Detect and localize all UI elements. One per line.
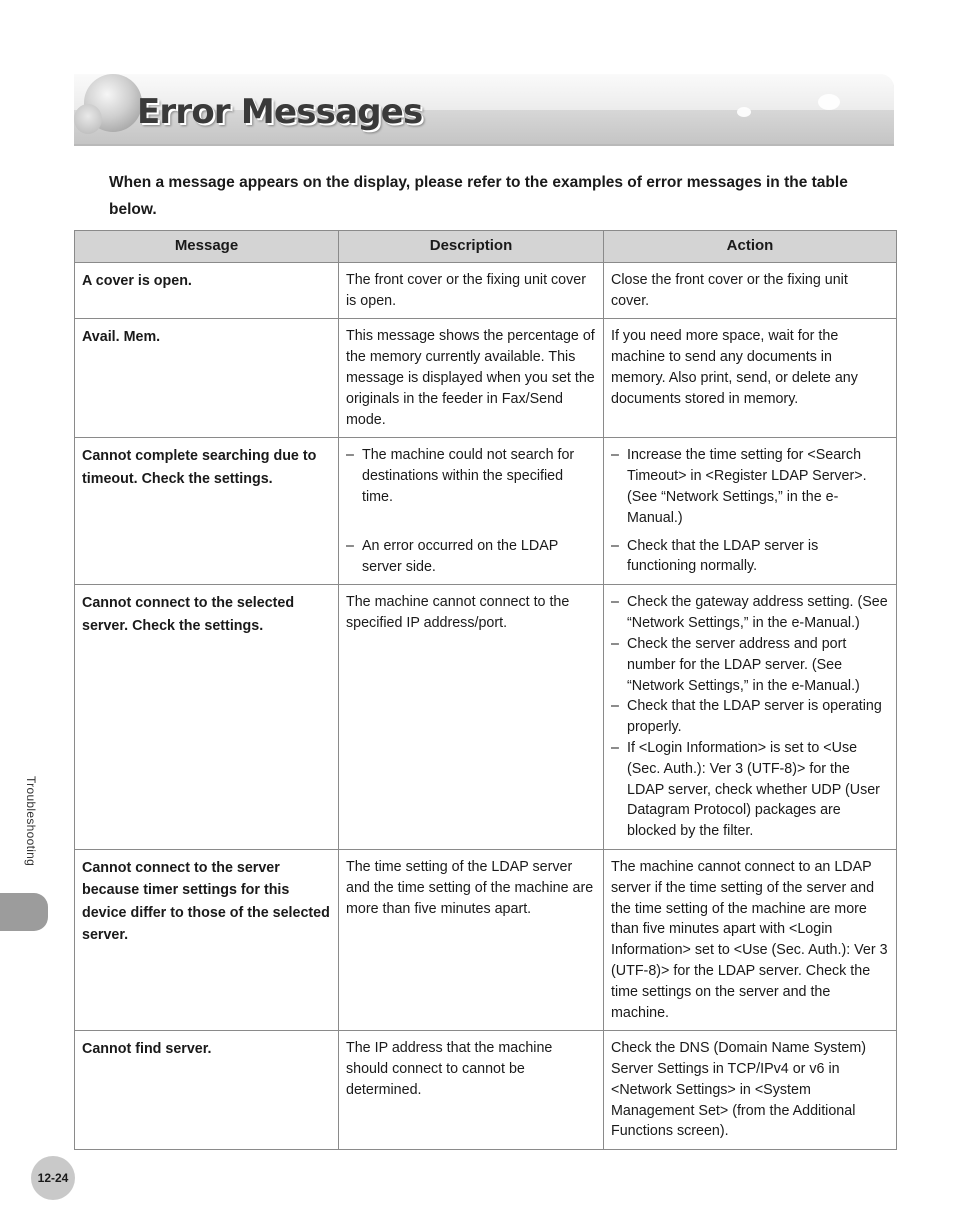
description-cell: The time setting of the LDAP server and the time setting of the machine are more than five minutes apart. (339, 849, 604, 1030)
description-cell: The front cover or the fixing unit cover is open. (339, 262, 604, 319)
highlight-dot-small-icon (737, 107, 751, 117)
action-cell: Check the DNS (Domain Name System) Server Settings in TCP/IPv4 or v6 in <Network Settings> in <System Management Set> (from the Additional Functions screen). (604, 1031, 897, 1150)
table-row (75, 585, 897, 850)
message-cell: A cover is open. (75, 262, 339, 319)
table-row (75, 849, 897, 1030)
description-cell: The IP address that the machine should connect to cannot be determined. (339, 1031, 604, 1150)
action-cell (604, 585, 897, 850)
section-tab-marker (0, 893, 48, 931)
description-item: – The machine could not search for destinations within the specified time. (346, 445, 596, 507)
small-sphere-decoration-icon (74, 104, 102, 134)
column-header-action: Action (604, 231, 897, 263)
action-cell: If you need more space, wait for the machine to send any documents in memory. Also print, send, or delete any documents stored in memory. (604, 319, 897, 438)
column-header-message: Message (75, 231, 339, 263)
message-cell: Avail. Mem. (75, 319, 339, 438)
table-row (75, 319, 897, 438)
intro-text: When a message appears on the display, please refer to the examples of error messages in the table below. (109, 174, 848, 218)
section-side-label: Troubleshooting (24, 776, 38, 867)
highlight-dot-icon (818, 94, 840, 110)
message-cell: Cannot find server. (75, 1031, 339, 1150)
action-item: – Increase the time setting for <Search Timeout> in <Register LDAP Server>. (See “Network Settings,” in the e-Manual.) (611, 445, 889, 528)
action-cell: The machine cannot connect to an LDAP server if the time setting of the server and the time setting of the machine are more than five minutes apart with <Login Information> set to <Use (Sec. Auth.): Ver 3 (UTF-8)> for the LDAP server. Check the time settings on the server and the machine. (604, 849, 897, 1030)
table-row (75, 262, 897, 319)
error-messages-table (74, 230, 897, 1150)
message-cell: Cannot connect to the selected server. Check the settings. (75, 585, 339, 850)
page-number: 12-24 (31, 1156, 75, 1200)
action-cell: Close the front cover or the fixing unit cover. (604, 262, 897, 319)
message-cell: Cannot complete searching due to timeout. Check the settings. (75, 438, 339, 585)
action-item: – Check that the LDAP server is operating properly. (611, 696, 889, 738)
action-item: – Check that the LDAP server is functioning normally. (611, 536, 889, 578)
page-title: Error Messages (137, 92, 423, 132)
description-item: – An error occurred on the LDAP server side. (346, 536, 596, 578)
description-cell: This message shows the percentage of the memory currently available. This message is displayed when you set the originals in the feeder in Fax/Send mode. (339, 319, 604, 438)
action-item: – Check the server address and port number for the LDAP server. (See “Network Settings,” in the e-Manual.) (611, 634, 889, 696)
action-item: – If <Login Information> is set to <Use (Sec. Auth.): Ver 3 (UTF-8)> for the LDAP server, check whether UDP (User Datagram Protocol) packages are blocked by the filter. (611, 738, 889, 842)
message-cell: Cannot connect to the server because timer settings for this device differ to those of the selected server. (75, 849, 339, 1030)
table-header-row (75, 231, 897, 263)
table-row (75, 438, 897, 585)
description-cell: The machine cannot connect to the specified IP address/port. (339, 585, 604, 850)
column-header-description: Description (339, 231, 604, 263)
action-cell (604, 438, 897, 585)
table-row (75, 1031, 897, 1150)
description-cell (339, 438, 604, 585)
action-item: – Check the gateway address setting. (See “Network Settings,” in the e-Manual.) (611, 592, 889, 634)
